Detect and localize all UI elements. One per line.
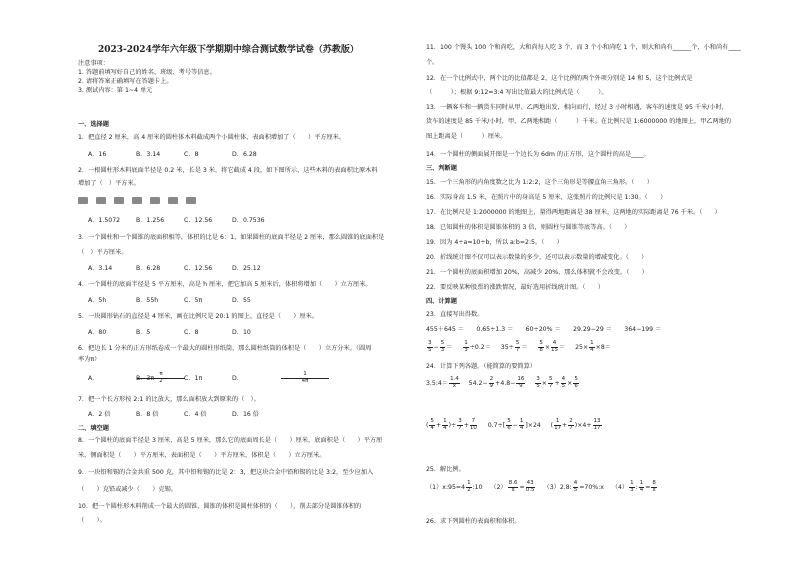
q4-options: A．5h B．55h C．5π D．55	[88, 297, 251, 304]
q3-options: A．3.14 B．6.28 C．12.56 D．25.12	[88, 265, 261, 272]
q7-text: 7．把一个长方形按 2:1 的比放大，那么面积放大到原来的（ ）。	[78, 396, 260, 403]
q24-text: 24．计算下列各题。（能简算的要简算）	[426, 363, 536, 370]
q6-text-2: 率为π）	[78, 356, 101, 363]
q18-text: 18．已知圆柱的体积是圆锥体积的 3 倍，则圆柱与圆锥等底等高。（ ）	[426, 224, 631, 231]
note-1: 1. 答题前填写好自己的姓名、班级、考号等信息。	[78, 69, 216, 76]
q3-text: 3．一个圆柱和一个圆锥的底面积相等，体积的比是 6：1，如果圆柱的底面半径是 2 厘米，那么圆锥的底面积是	[78, 234, 385, 241]
log-pieces-figure	[78, 197, 204, 207]
q6-text: 6．把边长 1 分米的正方形纸卷成一个最大的圆柱形纸筒，那么圆柱纸筒的体积是（ ）立方分米。（圆周	[78, 345, 372, 352]
note-2: 2. 请将答案正确填写在答题卡上。	[78, 78, 173, 85]
q19-text: 19．因为 4÷a=10÷b，所以 a:b=2:5。（ ）	[426, 239, 563, 246]
q10-text: 10．把一个圆柱形木料削成一个最大的圆锥，圆锥的体积是圆柱体积的（ ），削去部分是圆锥体积的	[78, 503, 362, 510]
q20-text: 20．折线统计图不仅可以表示数量的多少，还可以表示数量的增减变化。（ ）	[426, 254, 648, 261]
q25-equations: （1）x:95=4 $\frac{1}{2}$ :10 （2） $\frac{8.6}{x}$ = $\frac{43}{0.5}$ （3）2.8: $\frac{4}{5}$ =70%:x （4） $\frac{1}{3}$ : $\frac{1}{4}$ = $\frac{8}{x}$	[426, 480, 656, 493]
q8-text: 8．一个圆柱的底面半径是 3 厘米，高是 5 厘米，那么它的底面周长是（ ）厘米，底面积是（ ）平方厘	[78, 437, 383, 444]
q6-options: A． $\frac{\pi}{2}$ B．3π C．1π D． $\frac{1}{4\pi}$	[88, 372, 280, 384]
q12-text: 12．在一个比例式中，两个比的比值都是 2，这个比例的两个外项分别是 14 和 5，这个比例式是	[426, 75, 693, 82]
q2-text-2: 增加了（ ）平方米。	[78, 180, 140, 187]
q23-fraction-items: $\frac{3}{5}$ − $\frac{5}{3}$ ＝ $\frac{1}{3}$ ÷0.2＝ 35÷ $\frac{5}{7}$ ＝ $\frac{5}{8}$ × $\frac{4}{15}$ ＝ 25× $\frac{1}{4}$ ×8＝	[428, 340, 611, 353]
note-3: 3. 测试内容：第 1~4 单元	[78, 87, 153, 94]
q14-text: 14．一个圆柱的侧面展开图是一个边长为 6dm 的正方形，这个圆柱的高是____。	[426, 151, 650, 158]
q21-text: 21．一个圆柱的底面积增加 20%，高减少 20%，那么体积就不会改变。（ ）	[426, 269, 648, 276]
q11-text: 11．100 个馒头 100 个和尚吃，大和尚每人吃 3 个，而 3 个小和尚吃 1 个，则大和尚有______个，小和尚有____	[426, 44, 741, 51]
q23-text: 23．直接写出得数。	[426, 311, 484, 318]
q4-text: 4．一个圆柱的底面半径是 5 平方厘米，高是 h 厘米，把它加高 5 厘米后，体积将增加（ ）立方厘米。	[78, 281, 372, 288]
q24-exprs-2: ( $\frac{5}{4}$ + $\frac{1}{4}$ )÷ $\frac{3}{7}$ + $\frac{7}{10}$ 0.7÷[ $\frac{5}{6}$ − $\frac{1}{4}$ ]×24 ( $\frac{1}{17}$ + $\frac{2}{7}$ )×4+ $\frac{13}{17}$	[426, 418, 601, 431]
q5-text: 5．一块圆形钻石的直径是 4 厘米，画在比例尺是 20:1 的图上，直径是（ ）厘米。	[78, 313, 319, 320]
q22-text: 22．要反映某种股票的涨跌情况，最好选用折线统计图。（ ）	[426, 284, 605, 291]
q7-options: A．2 倍 B．8 倍 C．4 倍 D．16 倍	[88, 411, 259, 418]
q12-text-2: （ ）；根据 9:12=3:4 写出比值最大的比例式是（ ）。	[426, 89, 608, 96]
section-choice: 一、选择题	[78, 121, 109, 128]
q9-text: 9．一块铅和锡的合金共重 500 克，其中铅和锡的比是 2：3，把这块合金中铅和锡的比是 3:2，至少应加入	[78, 469, 374, 476]
q25-text: 25．解比例。	[426, 466, 465, 473]
q1-text: 1．把直径 2 厘米，高 4 厘米的圆柱体木料截成两个小圆柱体，表面积增加了（ ）平方厘米。	[78, 134, 346, 141]
q16-text: 16．实际身高 1.5 米，在照片中的身高是 5 厘米，这张照片的比例尺是 1:30。（ ）	[426, 194, 667, 201]
q9-text-2: （ ）克铅或减少（ ）克锡。	[78, 486, 177, 493]
q13-text-3: 图上距离是（ ）厘米。	[426, 133, 507, 140]
q5-options: A．80 B．5 C．8 D．10	[88, 329, 251, 336]
q13-text-2: 货车的速度是 85 千米/小时，甲、乙两地相距（ ）千米。在比例尺是 1:6000000 的地图上，甲乙两地的	[426, 118, 732, 125]
page-title: 2023-2024学年六年级下学期期中综合测试数学试卷（苏教版）	[98, 45, 359, 55]
notes-heading: 注意事项：	[78, 60, 109, 67]
q17-text: 17．在比例尺是 1:2000000 的地图上，量得两地距离是 38 厘米，这两地的实际距离是 76 千米。（ ）	[426, 209, 721, 216]
q2-text: 2．一根圆柱形木料底面半径是 0.2 米，长是 3 米，将它截成 4 段，如下图所示，这些木料的表面积比原木料	[78, 167, 378, 174]
q11-text-2: 个。	[426, 59, 439, 66]
section-fill: 二、填空题	[78, 425, 109, 432]
q24-exprs-1: 3.5:4＝ $\frac{1.4}{x}$ 54.2− $\frac{2}{9}$ +4.8− $\frac{16}{9}$ $\frac{3}{5}$ × $\frac{5}{7}$ + $\frac{4}{5}$ × $\frac{5}{6}$	[426, 376, 578, 389]
q15-text: 15．一个三角形的内角度数之比为 1:2:2，这个三角形是等腰直角三角形。（ ）	[426, 179, 653, 186]
q8-text-2: 米，侧面积是（ ）平方厘米，表面积是（ ）平方厘米，体积是（ ）立方厘米。	[78, 452, 326, 459]
q13-text: 13．一辆客车和一辆货车同时从甲、乙两地出发，相向而行，经过 3 小时相遇，客车的速度是 95 千米/小时，	[426, 104, 728, 111]
q23-items: 455＋645 ＝ 0.65÷1.3 ＝ 60÷20% ＝ 29.29−29 ＝ 364−199 ＝	[426, 326, 662, 333]
q1-options: A．16 B．3.14 C．8 D．6.28	[88, 151, 257, 158]
section-judge: 三、判断题	[426, 165, 457, 172]
q2-options: A．1.5072 B．1.256 C．12.56 D．0.7536	[88, 217, 265, 224]
q26-text: 26．求下列圆柱的表面积和体积。	[426, 518, 521, 525]
q3-text-2: （ ）平方厘米。	[78, 249, 128, 256]
section-calc: 四、计算题	[426, 298, 457, 305]
q10-text-2: （ ）。	[78, 517, 106, 524]
